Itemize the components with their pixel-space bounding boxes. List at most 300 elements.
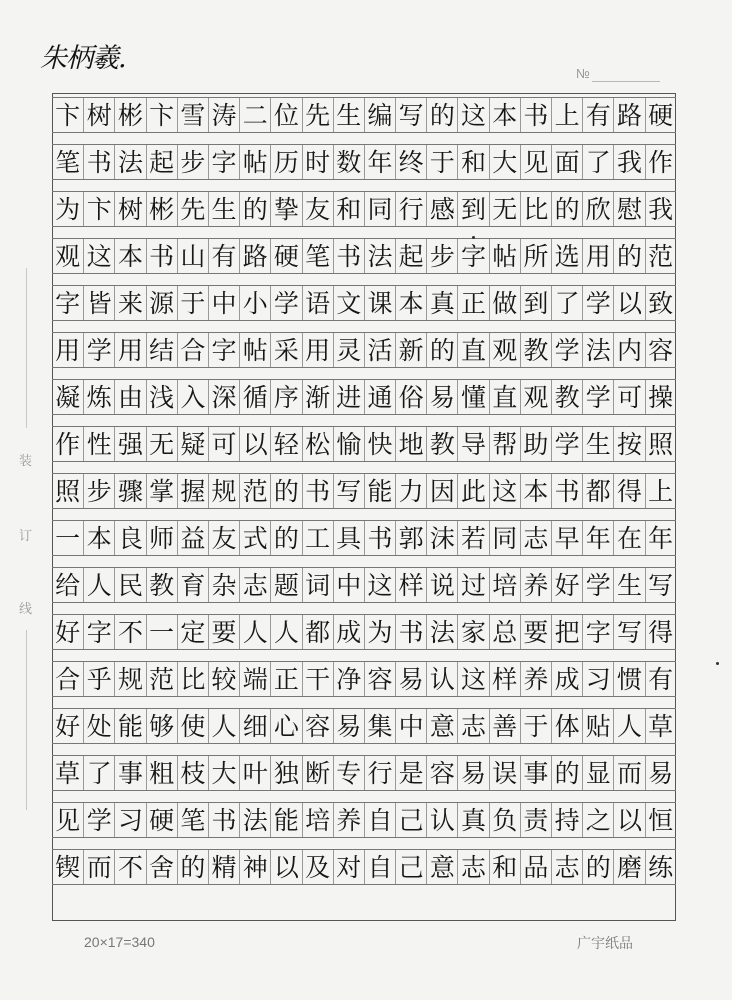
grid-cell: 做 — [489, 286, 520, 320]
grid-cell: 骤 — [114, 474, 145, 508]
grid-cell: 是 — [395, 756, 426, 790]
grid-cell: 帮 — [489, 427, 520, 461]
grid-cell: 步 — [83, 474, 114, 508]
grid-cell: 说 — [426, 568, 457, 602]
grid-cell: 年 — [582, 521, 613, 555]
grid-cell: 见 — [55, 805, 81, 835]
grid-cell: 法 — [426, 615, 457, 649]
grid-cell: 词 — [302, 568, 333, 602]
grid-cell: 的 — [582, 850, 613, 884]
grid-cell: 中 — [208, 286, 239, 320]
grid-cell: 年 — [645, 521, 676, 555]
grid-cell: 有 — [208, 239, 239, 273]
grid-cell: 的 — [177, 850, 208, 884]
grid-cell: 通 — [364, 380, 395, 414]
grid-cell: 疑 — [177, 427, 208, 461]
grid-cell: 品 — [520, 850, 551, 884]
grid-cell: 误 — [489, 756, 520, 790]
grid-cell: 握 — [177, 474, 208, 508]
grid-cell: 以 — [613, 803, 644, 837]
grid-cell: 磨 — [613, 850, 644, 884]
grid-cell: 快 — [364, 427, 395, 461]
grid-cell: 我 — [613, 145, 644, 179]
grid-cell: 可 — [613, 380, 644, 414]
grid-cell: 按 — [613, 427, 644, 461]
grid-row — [52, 426, 676, 462]
grid-cell: 卞 — [55, 100, 81, 130]
grid-cell: 写 — [645, 568, 676, 602]
grid-cell: 不 — [114, 615, 145, 649]
grid-row — [52, 473, 676, 509]
grid-cell: 写 — [395, 98, 426, 132]
grid-cell: 见 — [520, 145, 551, 179]
grid-cell: 时 — [302, 145, 333, 179]
grid-cell: 精 — [208, 850, 239, 884]
grid-cell: 笔 — [55, 147, 81, 177]
grid-cell: 强 — [114, 427, 145, 461]
grid-cell: 书 — [333, 239, 364, 273]
grid-cell: 用 — [582, 239, 613, 273]
grid-cell: 挚 — [270, 192, 301, 226]
grid-cell: 意 — [426, 709, 457, 743]
grid-size-label: 20×17=340 — [84, 934, 155, 950]
grid-cell: 断 — [302, 756, 333, 790]
grid-cell: 愉 — [333, 427, 364, 461]
grid-cell: 大 — [208, 756, 239, 790]
grid-cell: 活 — [364, 333, 395, 367]
grid-cell: 作 — [645, 145, 676, 179]
grid-cell: 法 — [114, 145, 145, 179]
grid-cell: 和 — [457, 145, 488, 179]
grid-cell: 事 — [520, 756, 551, 790]
grid-cell: 语 — [302, 286, 333, 320]
grid-cell: 用 — [114, 333, 145, 367]
grid-row — [52, 97, 676, 133]
grid-cell: 这 — [83, 239, 114, 273]
grid-cell: 写 — [613, 615, 644, 649]
dot-mark — [472, 236, 475, 239]
grid-cell: 可 — [208, 427, 239, 461]
grid-cell: 路 — [613, 98, 644, 132]
grid-cell: 先 — [302, 98, 333, 132]
grid-cell: 集 — [364, 709, 395, 743]
grid-cell: 正 — [457, 286, 488, 320]
grid-cell: 致 — [645, 286, 676, 320]
grid-cell: 入 — [177, 380, 208, 414]
grid-cell: 结 — [146, 333, 177, 367]
grid-cell: 学 — [551, 333, 582, 367]
grid-cell: 上 — [551, 98, 582, 132]
grid-cell: 的 — [426, 98, 457, 132]
grid-cell: 益 — [177, 521, 208, 555]
grid-row — [52, 191, 676, 227]
grid-cell: 无 — [489, 192, 520, 226]
grid-cell: 比 — [177, 662, 208, 696]
grid-cell: 以 — [239, 427, 270, 461]
grid-cell: 容 — [302, 709, 333, 743]
grid-cell: 范 — [239, 474, 270, 508]
grid-cell: 为 — [364, 615, 395, 649]
grid-cell: 育 — [177, 568, 208, 602]
grid-cell: 体 — [551, 709, 582, 743]
grid-cell: 书 — [146, 239, 177, 273]
grid-cell: 够 — [146, 709, 177, 743]
grid-cell: 独 — [270, 756, 301, 790]
grid-cell: 的 — [270, 521, 301, 555]
grid-cell: 法 — [582, 333, 613, 367]
grid-cell: 若 — [457, 521, 488, 555]
grid-cell: 本 — [395, 286, 426, 320]
grid-cell: 草 — [645, 709, 676, 743]
grid-cell: 终 — [395, 145, 426, 179]
grid-cell: 人 — [239, 615, 270, 649]
grid-cell: 炼 — [83, 380, 114, 414]
grid-cell: 得 — [645, 615, 676, 649]
grid-cell: 合 — [177, 333, 208, 367]
grid-cell: 书 — [83, 145, 114, 179]
grid-cell: 字 — [457, 239, 488, 273]
grid-cell: 生 — [582, 427, 613, 461]
grid-cell: 这 — [364, 568, 395, 602]
grid-cell: 师 — [146, 521, 177, 555]
grid-cell: 二 — [239, 98, 270, 132]
grid-cell: 过 — [457, 568, 488, 602]
grid-cell: 书 — [395, 615, 426, 649]
grid-cell: 灵 — [333, 333, 364, 367]
grid-cell: 中 — [333, 568, 364, 602]
binding-margin-rule-top — [26, 268, 27, 428]
grid-cell: 教 — [520, 333, 551, 367]
grid-cell: 易 — [426, 380, 457, 414]
grid-cell: 处 — [83, 709, 114, 743]
grid-cell: 树 — [83, 98, 114, 132]
grid-cell: 于 — [177, 286, 208, 320]
grid-cell: 草 — [55, 758, 81, 788]
grid-cell: 循 — [239, 380, 270, 414]
grid-cell: 要 — [208, 615, 239, 649]
grid-cell: 行 — [395, 192, 426, 226]
grid-cell: 好 — [55, 711, 81, 741]
grid-cell: 教 — [146, 568, 177, 602]
grid-cell: 负 — [489, 803, 520, 837]
grid-cell: 硬 — [645, 98, 676, 132]
grid-cell: 这 — [457, 98, 488, 132]
grid-cell: 成 — [551, 662, 582, 696]
grid-cell: 成 — [333, 615, 364, 649]
grid-cell: 照 — [645, 427, 676, 461]
grid-cell: 意 — [426, 850, 457, 884]
grid-cell: 步 — [426, 239, 457, 273]
grid-cell: 进 — [333, 380, 364, 414]
grid-row — [52, 285, 676, 321]
grid-cell: 彬 — [146, 192, 177, 226]
grid-cell: 起 — [146, 145, 177, 179]
grid-cell: 习 — [114, 803, 145, 837]
grid-cell: 自 — [364, 803, 395, 837]
grid-cell: 及 — [302, 850, 333, 884]
grid-cell: 由 — [114, 380, 145, 414]
paper-brand: 广宇纸品 — [577, 936, 633, 952]
grid-cell: 心 — [270, 709, 301, 743]
grid-cell: 志 — [457, 850, 488, 884]
grid-row — [52, 520, 676, 556]
grid-cell: 易 — [645, 756, 676, 790]
grid-cell: 贴 — [582, 709, 613, 743]
grid-cell: 事 — [114, 756, 145, 790]
grid-cell: 真 — [457, 803, 488, 837]
grid-cell: 而 — [613, 756, 644, 790]
grid-cell: 写 — [333, 474, 364, 508]
grid-cell: 浅 — [146, 380, 177, 414]
grid-cell: 定 — [177, 615, 208, 649]
grid-cell: 题 — [270, 568, 301, 602]
grid-cell: 以 — [613, 286, 644, 320]
grid-cell: 深 — [208, 380, 239, 414]
grid-cell: 对 — [333, 850, 364, 884]
grid-cell: 书 — [551, 474, 582, 508]
grid-cell: 粗 — [146, 756, 177, 790]
grid-cell: 源 — [146, 286, 177, 320]
grid-cell: 中 — [395, 709, 426, 743]
grid-cell: 法 — [364, 239, 395, 273]
grid-cell: 树 — [114, 192, 145, 226]
grid-cell: 舍 — [146, 850, 177, 884]
grid-cell: 字 — [208, 333, 239, 367]
grid-cell: 来 — [114, 286, 145, 320]
grid-cell: 凝 — [55, 382, 81, 412]
grid-cell: 不 — [114, 850, 145, 884]
grid-cell: 给 — [55, 570, 81, 600]
grid-cell: 笔 — [302, 239, 333, 273]
grid-cell: 用 — [55, 335, 81, 365]
grid-cell: 因 — [426, 474, 457, 508]
grid-cell: 性 — [83, 427, 114, 461]
grid-cell: 书 — [208, 803, 239, 837]
grid-cell: 恒 — [645, 803, 676, 837]
grid-cell: 人 — [613, 709, 644, 743]
grid-cell: 要 — [520, 615, 551, 649]
grid-cell: 能 — [270, 803, 301, 837]
grid-cell: 志 — [239, 568, 270, 602]
grid-cell: 雪 — [177, 98, 208, 132]
grid-cell: 了 — [551, 286, 582, 320]
grid-row — [52, 144, 676, 180]
grid-cell: 到 — [457, 192, 488, 226]
grid-cell: 小 — [239, 286, 270, 320]
grid-cell: 步 — [177, 145, 208, 179]
grid-cell: 家 — [457, 615, 488, 649]
grid-cell: 观 — [55, 241, 81, 271]
grid-cell: 掌 — [146, 474, 177, 508]
grid-cell: 书 — [364, 521, 395, 555]
grid-cell: 面 — [551, 145, 582, 179]
binding-margin-char-xian: 线 — [19, 602, 33, 617]
grid-cell: 文 — [333, 286, 364, 320]
grid-cell: 字 — [208, 145, 239, 179]
grid-cell: 渐 — [302, 380, 333, 414]
grid-cell: 友 — [302, 192, 333, 226]
grid-cell: 课 — [364, 286, 395, 320]
grid-cell: 彬 — [114, 98, 145, 132]
grid-cell: 内 — [613, 333, 644, 367]
grid-cell: 学 — [582, 568, 613, 602]
grid-cell: 习 — [582, 662, 613, 696]
grid-cell: 而 — [83, 850, 114, 884]
grid-cell: 松 — [302, 427, 333, 461]
grid-cell: 乎 — [83, 662, 114, 696]
grid-cell: 照 — [55, 476, 81, 506]
grid-cell: 所 — [520, 239, 551, 273]
grid-cell: 先 — [177, 192, 208, 226]
grid-cell: 这 — [457, 662, 488, 696]
grid-cell: 人 — [83, 568, 114, 602]
grid-cell: 俗 — [395, 380, 426, 414]
grid-cell: 采 — [270, 333, 301, 367]
binding-margin-rule-bottom — [26, 630, 27, 810]
grid-cell: 早 — [551, 521, 582, 555]
grid-cell: 在 — [613, 521, 644, 555]
grid-cell: 自 — [364, 850, 395, 884]
grid-cell: 字 — [582, 615, 613, 649]
grid-cell: 学 — [83, 803, 114, 837]
grid-cell: 端 — [239, 662, 270, 696]
grid-cell: 生 — [613, 568, 644, 602]
grid-cell: 学 — [551, 427, 582, 461]
grid-cell: 有 — [645, 662, 676, 696]
grid-cell: 同 — [489, 521, 520, 555]
grid-cell: 卞 — [83, 192, 114, 226]
grid-cell: 容 — [426, 756, 457, 790]
grid-cell: 历 — [270, 145, 301, 179]
grid-cell: 编 — [364, 98, 395, 132]
grid-cell: 总 — [489, 615, 520, 649]
grid-cell: 的 — [613, 239, 644, 273]
grid-cell: 锲 — [55, 852, 81, 882]
grid-cell: 力 — [395, 474, 426, 508]
grid-cell: 此 — [457, 474, 488, 508]
grid-cell: 以 — [270, 850, 301, 884]
grid-cell: 山 — [177, 239, 208, 273]
grid-row — [52, 567, 676, 603]
grid-cell: 净 — [333, 662, 364, 696]
grid-cell: 学 — [582, 286, 613, 320]
binding-margin-char-zhuang: 装 — [19, 454, 33, 469]
grid-cell: 专 — [333, 756, 364, 790]
grid-cell: 正 — [270, 662, 301, 696]
grid-cell: 之 — [582, 803, 613, 837]
grid-row — [52, 755, 676, 791]
grid-cell: 直 — [489, 380, 520, 414]
grid-cell: 能 — [364, 474, 395, 508]
grid-cell: 本 — [83, 521, 114, 555]
grid-cell: 易 — [457, 756, 488, 790]
grid-cell: 学 — [270, 286, 301, 320]
grid-cell: 了 — [83, 756, 114, 790]
grid-cell: 认 — [426, 662, 457, 696]
grid-cell: 使 — [177, 709, 208, 743]
grid-cell: 责 — [520, 803, 551, 837]
grid-cell: 涛 — [208, 98, 239, 132]
grid-cell: 行 — [364, 756, 395, 790]
author-signature: 朱柄羲. — [40, 43, 126, 74]
grid-cell: 学 — [83, 333, 114, 367]
grid-cell: 志 — [457, 709, 488, 743]
grid-cell: 字 — [83, 615, 114, 649]
grid-cell: 的 — [551, 192, 582, 226]
grid-cell: 教 — [551, 380, 582, 414]
grid-cell: 较 — [208, 662, 239, 696]
grid-cell: 年 — [364, 145, 395, 179]
grid-cell: 己 — [395, 803, 426, 837]
grid-cell: 志 — [520, 521, 551, 555]
grid-cell: 欣 — [582, 192, 613, 226]
grid-cell: 枝 — [177, 756, 208, 790]
grid-cell: 大 — [489, 145, 520, 179]
grid-cell: 的 — [426, 333, 457, 367]
grid-cell: 人 — [270, 615, 301, 649]
grid-cell: 易 — [333, 709, 364, 743]
grid-cell: 郭 — [395, 521, 426, 555]
grid-cell: 本 — [520, 474, 551, 508]
grid-cell: 路 — [239, 239, 270, 273]
grid-cell: 直 — [457, 333, 488, 367]
grid-row — [52, 661, 676, 697]
grid-cell: 易 — [395, 662, 426, 696]
grid-cell: 的 — [239, 192, 270, 226]
grid-cell: 样 — [489, 662, 520, 696]
grid-cell: 本 — [489, 98, 520, 132]
grid-cell: 容 — [645, 333, 676, 367]
grid-cell: 序 — [270, 380, 301, 414]
grid-cell: 显 — [582, 756, 613, 790]
grid-row — [52, 708, 676, 744]
grid-cell: 同 — [364, 192, 395, 226]
grid-row — [52, 802, 676, 838]
grid-cell: 观 — [520, 380, 551, 414]
grid-cell: 规 — [114, 662, 145, 696]
grid-cell: 范 — [645, 239, 676, 273]
grid-cell: 沫 — [426, 521, 457, 555]
grid-cell: 选 — [551, 239, 582, 273]
grid-cell: 和 — [333, 192, 364, 226]
grid-cell: 书 — [302, 474, 333, 508]
grid-cell: 己 — [395, 850, 426, 884]
grid-cell: 干 — [302, 662, 333, 696]
grid-cell: 上 — [645, 474, 676, 508]
grid-cell: 帖 — [239, 333, 270, 367]
grid-cell: 数 — [333, 145, 364, 179]
grid-cell: 硬 — [270, 239, 301, 273]
grid-cell: 好 — [55, 617, 81, 647]
grid-cell: 良 — [114, 521, 145, 555]
grid-cell: 本 — [114, 239, 145, 273]
grid-cell: 志 — [551, 850, 582, 884]
grid-cell: 字 — [55, 288, 81, 318]
grid-cell: 起 — [395, 239, 426, 273]
grid-cell: 好 — [551, 568, 582, 602]
grid-cell: 帖 — [489, 239, 520, 273]
grid-cell: 硬 — [146, 803, 177, 837]
grid-cell: 神 — [239, 850, 270, 884]
grid-cell: 观 — [489, 333, 520, 367]
grid-cell: 作 — [55, 429, 81, 459]
grid-cell: 惯 — [613, 662, 644, 696]
grid-cell: 到 — [520, 286, 551, 320]
grid-cell: 笔 — [177, 803, 208, 837]
binding-margin-char-ding: 订 — [19, 529, 33, 544]
grid-cell: 位 — [270, 98, 301, 132]
grid-cell: 用 — [302, 333, 333, 367]
